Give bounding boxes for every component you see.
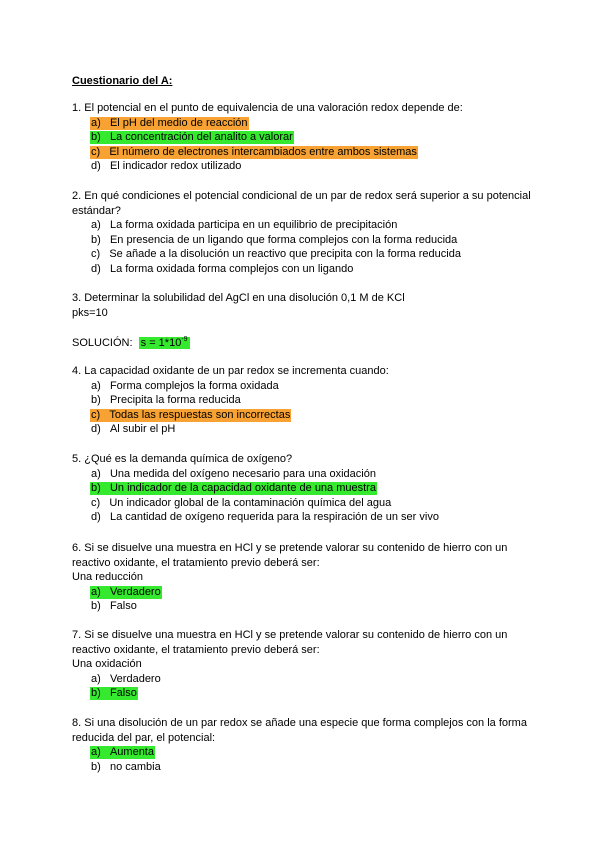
option-d: d) La forma oxidada forma complejos con un ligando [91, 262, 354, 275]
option-a: a) La forma oxidada participa en un equilibrio de precipitación [91, 219, 398, 232]
option-b: b) Falso [91, 600, 137, 613]
solution-line [72, 336, 190, 350]
option-b: b) Un indicador de la capacidad oxidante de una muestra [91, 482, 376, 495]
option-d: d) Al subir el pH [91, 423, 176, 436]
question-text: 8. Si una disolución de un par redox se añade una especie que forma complejos con la forma reducida del par, el potencial: [72, 717, 527, 744]
question-text: 6. Si se disuelve una muestra en HCl y se pretende valorar su contenido de hierro con un reactivo oxidante, el tratamiento previo deberá ser: [72, 542, 508, 569]
option-b: b) La concentración del analito a valorar [91, 131, 293, 144]
solution-value: $s = 1*10^{-9}$ [140, 336, 188, 349]
option-a: a) Verdadero [91, 585, 161, 598]
option-b: b) En presencia de un ligando que forma complejos con la forma reducida [91, 233, 458, 246]
option-c: c) El número de electrones intercambiados entre ambos sistemas [91, 145, 417, 158]
question-2 [72, 189, 532, 277]
solution-label: SOLUCIÓN: [72, 337, 133, 349]
question-subtext: Una reducción [72, 571, 143, 584]
option-a: a) Verdadero [91, 672, 161, 685]
option-b: b) Precipita la forma reducida [91, 394, 241, 407]
question-1 [72, 101, 532, 174]
question-text: 5. ¿Qué es la demanda química de oxígeno? [72, 453, 293, 465]
question-text: 7. Si se disuelve una muestra en HCl y se pretende valorar su contenido de hierro con un reactivo oxidante, el tratamiento previo deberá ser: [72, 629, 508, 656]
option-d: d) El indicador redox utilizado [91, 160, 242, 173]
question-subtext: pks=10 [72, 306, 108, 319]
question-text: 2. En qué condiciones el potencial condicional de un par de redox será superior a su potencial estándar? [72, 190, 531, 217]
question-8 [72, 716, 532, 774]
option-b: b) Falso [91, 687, 137, 700]
option-c: c) Un indicador global de la contaminación química del agua [91, 496, 392, 509]
option-c: c) Todas las respuestas son incorrectas [91, 408, 291, 421]
question-6 [72, 541, 532, 614]
question-7 [72, 628, 532, 701]
question-subtext: Una oxidación [72, 658, 142, 671]
option-a: a) Una medida del oxígeno necesario para una oxidación [91, 467, 376, 480]
option-d: d) La cantidad de oxígeno requerida para la respiración de un ser vivo [91, 511, 439, 524]
option-b: b) no cambia [91, 760, 161, 773]
option-a: a) El pH del medio de reacción [91, 116, 248, 129]
page-title: Cuestionario del A: [72, 75, 173, 87]
question-text: 1. El potencial en el punto de equivalencia de una valoración redox depende de: [72, 102, 463, 114]
question-5 [72, 452, 532, 525]
question-text: 3. Determinar la solubilidad del AgCl en una disolución 0,1 M de KCl [72, 292, 405, 304]
question-text: 4. La capacidad oxidante de un par redox se incrementa cuando: [72, 365, 389, 377]
option-a: a) Forma complejos la forma oxidada [91, 379, 279, 392]
question-4 [72, 364, 532, 437]
option-c: c) Se añade a la disolución un reactivo que precipita con la forma reducida [91, 248, 461, 261]
question-3 [72, 291, 532, 320]
option-a: a) Aumenta [91, 746, 154, 759]
